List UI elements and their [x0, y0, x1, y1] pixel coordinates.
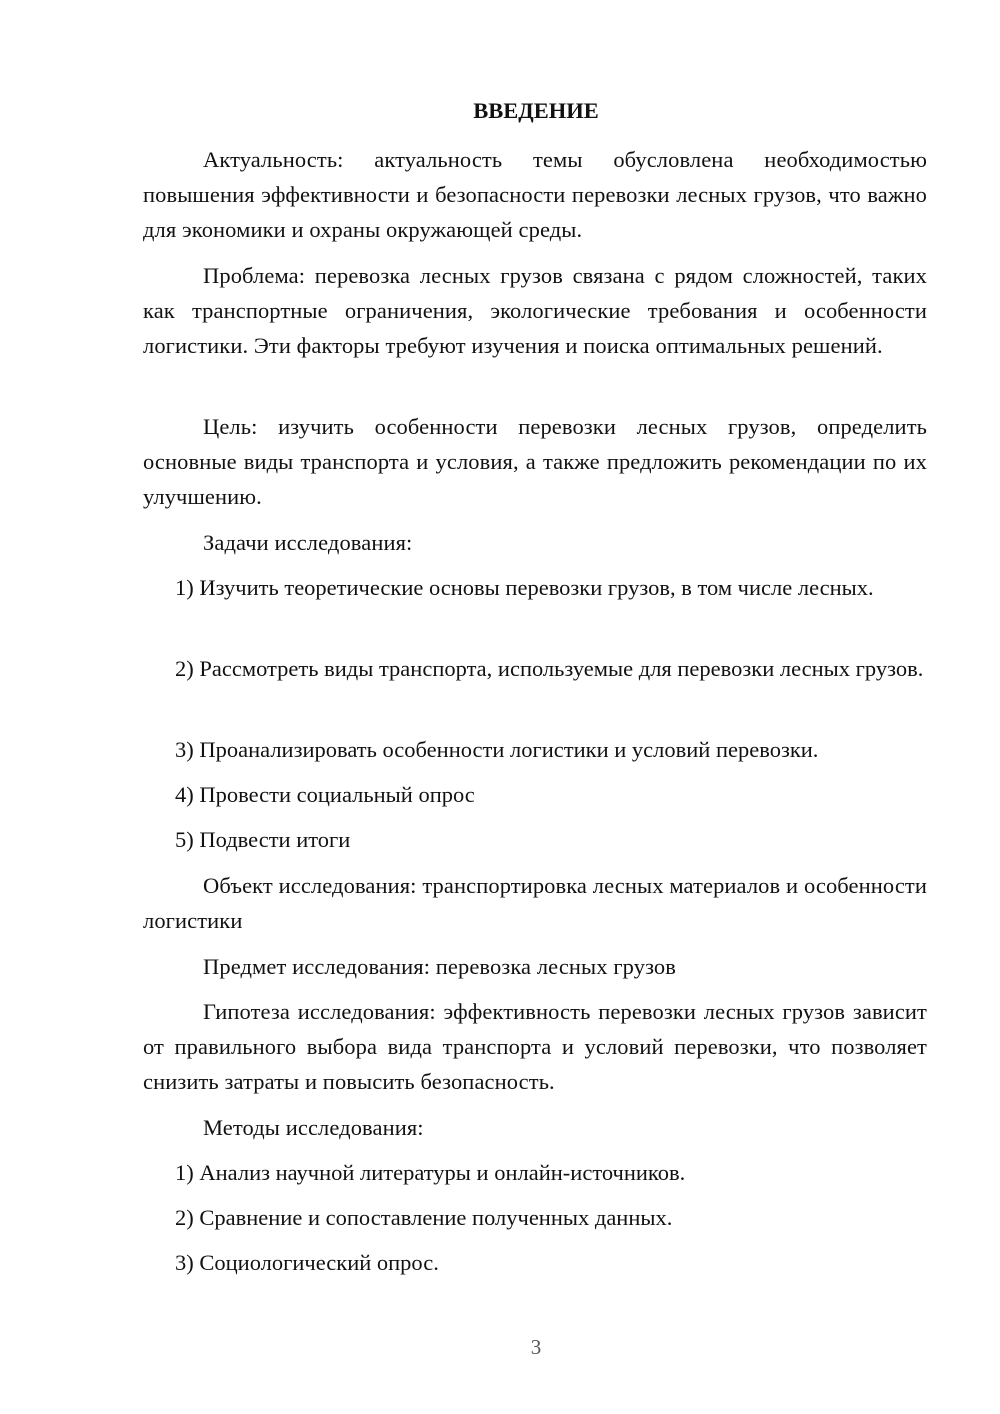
task-item-4: 4) Провести социальный опрос [175, 782, 475, 807]
method-item-3: 3) Социологический опрос. [175, 1250, 439, 1275]
method-item-2: 2) Сравнение и сопоставление полученных данных. [175, 1205, 673, 1230]
task-item-1: 1) Изучить теоретические основы перевозки грузов, в том числе лесных. [175, 575, 874, 600]
paragraph-goal: Цель: изучить особенности перевозки лесных грузов, определить основные виды транспорта и условия, а также предложить рекомендации по их улучшению. [143, 414, 927, 509]
page-number: 3 [530, 1335, 542, 1359]
paragraph-subject: Предмет исследования: перевозка лесных грузов [203, 954, 677, 979]
task-item-2: 2) Рассмотреть виды транспорта, используемые для перевозки лесных грузов. [175, 656, 924, 681]
paragraph-methods-heading: Методы исследования: [203, 1115, 424, 1140]
paragraph-hypothesis: Гипотеза исследования: эффективность перевозки лесных грузов зависит от правильного выбора вида транспорта и условий перевозки, что позволяет снизить затраты и повысить безопасность. [143, 999, 927, 1094]
task-item-3: 3) Проанализировать особенности логистики и условий перевозки. [175, 737, 819, 762]
method-item-1: 1) Анализ научной литературы и онлайн-источников. [175, 1160, 686, 1185]
paragraph-relevance: Актуальность: актуальность темы обусловлена необходимостью повышения эффективности и безопасности перевозки лесных грузов, что важно для экономики и охраны окружающей среды. [143, 147, 927, 242]
paragraph-object: Объект исследования: транспортировка лесных материалов и особенности логистики [143, 873, 927, 933]
paragraph-problem: Проблема: перевозка лесных грузов связана с рядом сложностей, таких как транспортные ограничения, экологические требования и особенности логистики. Эти факторы требуют изучения и поиска оптимальных решений. [143, 263, 927, 358]
paragraph-tasks-heading: Задачи исследования: [203, 530, 413, 555]
page-title: ВВЕДЕНИЕ [473, 98, 599, 123]
task-item-5: 5) Подвести итоги [175, 827, 351, 852]
